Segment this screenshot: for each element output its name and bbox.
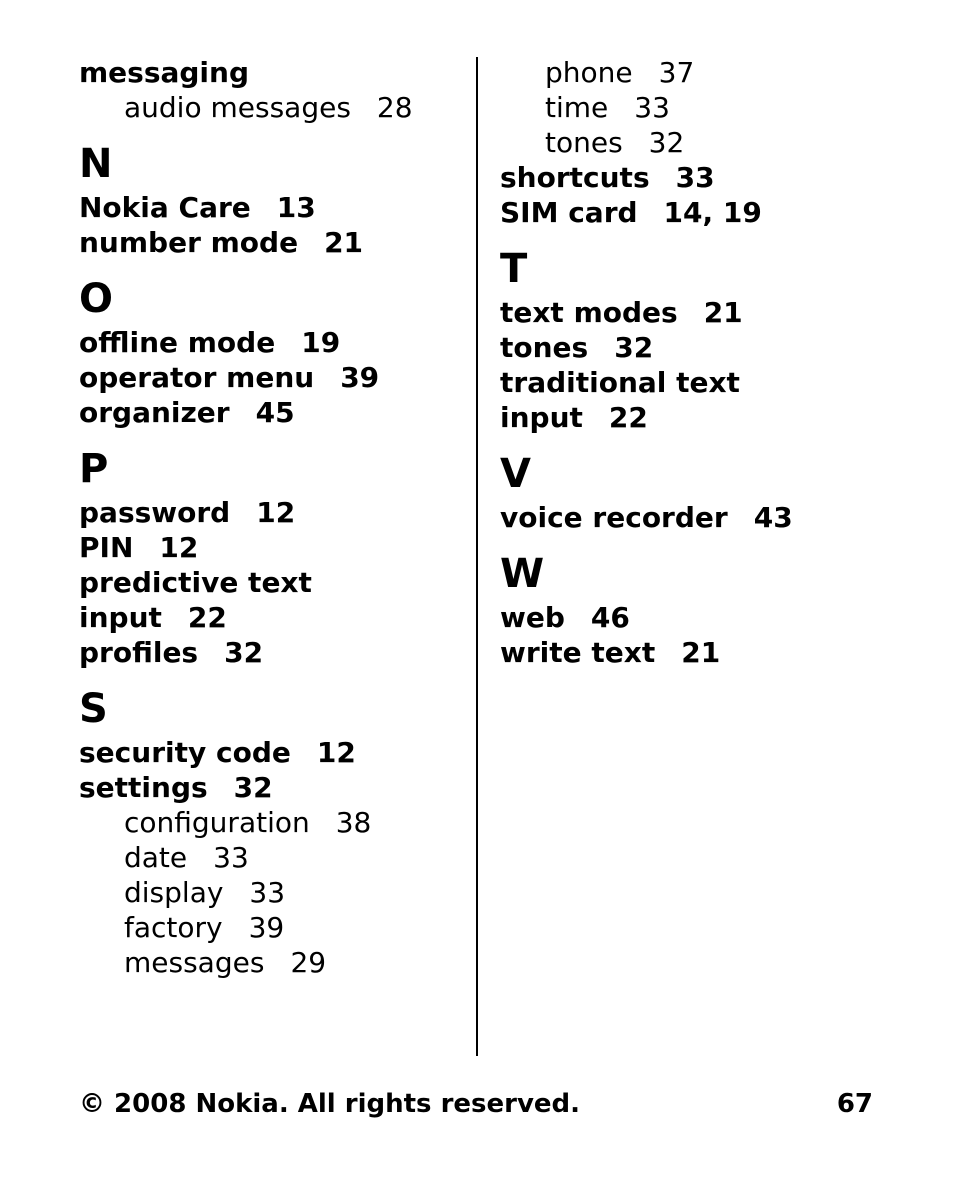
index-page-ref: 12 (316, 736, 356, 769)
index-page-ref: 21 (703, 296, 743, 329)
index-term: input (79, 601, 162, 634)
index-page-ref: 21 (324, 226, 364, 259)
index-entry (79, 530, 469, 565)
index-page-ref: 33 (675, 161, 715, 194)
index-page-ref: 32 (648, 126, 685, 159)
index-entry (79, 495, 469, 530)
index-page-ref: 12 (159, 531, 199, 564)
index-term: password (79, 496, 231, 529)
index-entry (79, 55, 469, 90)
index-entry (79, 225, 469, 260)
index-page-ref: 21 (681, 636, 721, 669)
index-term: time (545, 91, 609, 124)
index-page-ref: 37 (658, 56, 695, 89)
index-term: audio messages (124, 91, 351, 124)
index-term: traditional text (500, 366, 740, 399)
index-subentry (79, 945, 469, 980)
index-term: profiles (79, 636, 199, 669)
index-term: number mode (79, 226, 299, 259)
index-entry (500, 365, 900, 400)
index-term: organizer (79, 396, 230, 429)
index-entry (500, 295, 900, 330)
index-page-ref: 33 (213, 841, 249, 874)
index-term: voice recorder (500, 501, 728, 534)
index-entry (79, 565, 469, 600)
index-subentry (79, 805, 469, 840)
index-subentry (500, 90, 900, 125)
index-entry (79, 325, 469, 360)
index-term: text modes (500, 296, 678, 329)
index-term: write text (500, 636, 656, 669)
section-letter: O (79, 276, 114, 322)
index-page-ref: 29 (290, 946, 327, 979)
index-entry (500, 330, 900, 365)
index-term: PIN (79, 531, 134, 564)
index-page-ref: 13 (276, 191, 316, 224)
index-term: web (500, 601, 565, 634)
index-entry (79, 360, 469, 395)
index-page-ref: 12 (256, 496, 296, 529)
index-term: shortcuts (500, 161, 650, 194)
index-term: messages (124, 946, 265, 979)
index-page-ref: 19 (301, 326, 341, 359)
index-subentry (79, 90, 469, 125)
index-entry (500, 160, 900, 195)
index-term: phone (545, 56, 633, 89)
index-term: tones (500, 331, 589, 364)
index-entry (500, 600, 900, 635)
section-letter: T (500, 246, 528, 292)
index-page-ref: 39 (248, 911, 285, 944)
index-entry (79, 635, 469, 670)
index-page-ref: 22 (187, 601, 227, 634)
section-letter: V (500, 451, 531, 497)
index-term: settings (79, 771, 208, 804)
copyright-notice: © 2008 Nokia. All rights reserved. (79, 1089, 581, 1119)
index-page-ref: 38 (335, 806, 372, 839)
section-letter: N (79, 141, 113, 187)
section-letter: W (500, 551, 545, 597)
index-page-ref: 32 (233, 771, 273, 804)
index-term: tones (545, 126, 623, 159)
index-entry (500, 635, 900, 670)
index-entry (79, 770, 469, 805)
index-term: SIM card (500, 196, 638, 229)
index-term: configuration (124, 806, 310, 839)
index-page-ref: 39 (340, 361, 380, 394)
index-page-ref: 43 (753, 501, 793, 534)
index-entry (500, 400, 900, 435)
index-page-ref: 33 (634, 91, 670, 124)
index-entry (79, 735, 469, 770)
index-term: display (124, 876, 224, 909)
index-subentry (79, 840, 469, 875)
column-divider (476, 57, 478, 1056)
index-term: operator menu (79, 361, 315, 394)
section-letter: S (79, 686, 108, 732)
index-term: messaging (79, 56, 250, 89)
index-page-ref: 22 (608, 401, 648, 434)
index-entry (500, 195, 900, 230)
index-term: Nokia Care (79, 191, 251, 224)
index-subentry (500, 55, 900, 90)
index-term: factory (124, 911, 223, 944)
index-page-ref: 46 (590, 601, 630, 634)
index-page-ref: 45 (255, 396, 295, 429)
index-page-ref: 33 (249, 876, 286, 909)
index-subentry (79, 910, 469, 945)
index-page-ref: 32 (614, 331, 654, 364)
index-entry (79, 395, 469, 430)
index-term: offline mode (79, 326, 276, 359)
index-page-ref: 28 (376, 91, 413, 124)
index-subentry (500, 125, 900, 160)
section-letter: P (79, 446, 109, 492)
index-term: predictive text (79, 566, 312, 599)
index-term: date (124, 841, 188, 874)
index-page-ref: 14, 19 (663, 196, 762, 229)
index-entry (79, 190, 469, 225)
page-number: 67 (836, 1089, 873, 1119)
index-page-ref: 32 (224, 636, 264, 669)
index-entry (500, 500, 900, 535)
index-subentry (79, 875, 469, 910)
index-term: security code (79, 736, 291, 769)
index-column-left (79, 55, 469, 980)
index-column-right (500, 55, 900, 670)
index-term: input (500, 401, 583, 434)
index-entry (79, 600, 469, 635)
